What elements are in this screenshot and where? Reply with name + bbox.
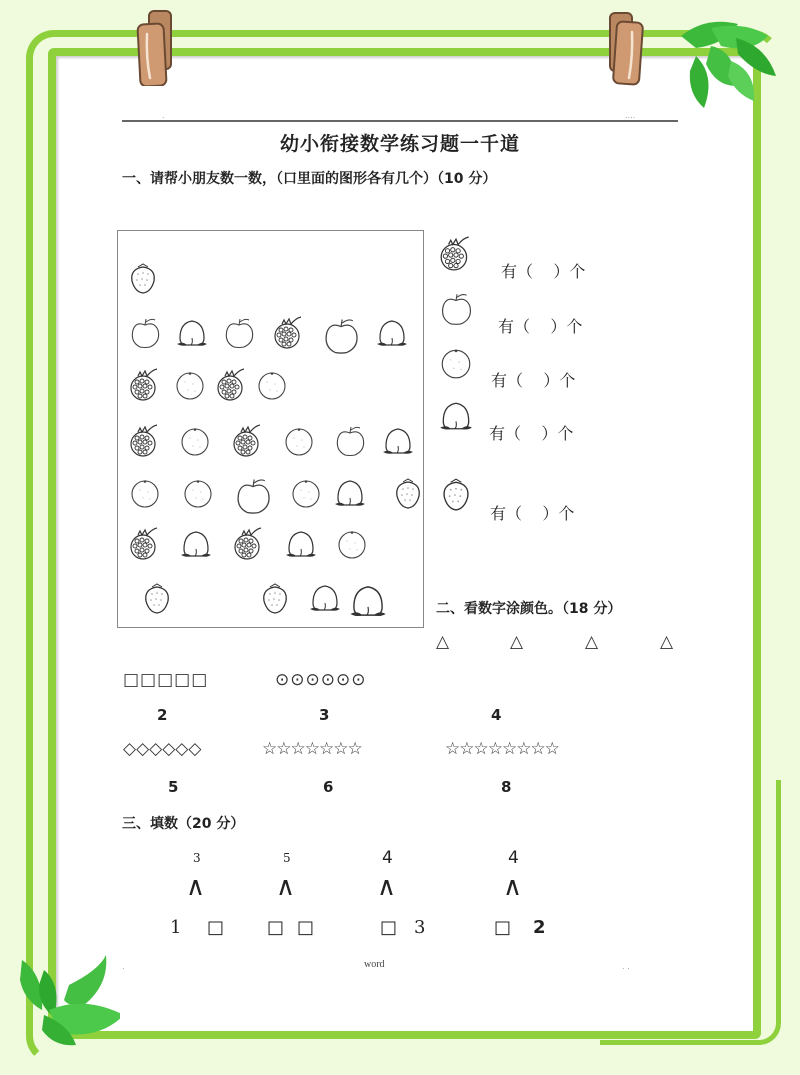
stars-row-b: ☆☆☆☆☆☆☆☆ — [445, 739, 559, 759]
header-rule — [122, 120, 678, 122]
tree-right-blank[interactable]: □ — [297, 917, 315, 938]
split-caret: ∧ — [186, 872, 206, 902]
peach-icon — [348, 581, 388, 625]
tree-left-blank[interactable]: □ — [494, 917, 512, 938]
raspberry-icon — [438, 236, 474, 276]
orange-icon — [255, 368, 289, 406]
tree-left-value: 1 — [170, 917, 182, 938]
strawberry-icon — [391, 476, 425, 514]
orange-icon — [289, 476, 323, 514]
orange-icon — [438, 345, 474, 385]
tree-right-value: 3 — [414, 917, 426, 938]
footer-dots-right: . . — [622, 962, 630, 971]
tree-left-blank[interactable]: □ — [380, 917, 398, 938]
apple-icon — [222, 316, 256, 354]
tree-top-number: 4 — [508, 848, 519, 868]
tree-right-blank[interactable]: □ — [207, 917, 225, 938]
raspberry-icon — [232, 527, 266, 565]
diamonds-row: ◇◇◇◇◇◇ — [123, 739, 202, 759]
orange-icon — [178, 424, 212, 462]
orange-icon — [128, 476, 162, 514]
apple-icon — [333, 424, 367, 462]
tree-left-blank[interactable]: □ — [267, 917, 285, 938]
count-label: 有（ ）个 — [490, 504, 575, 523]
peach-icon — [375, 316, 409, 354]
count-label: 有（ ）个 — [498, 317, 583, 336]
peach-icon — [308, 581, 342, 619]
color-count-number: 4 — [491, 706, 502, 724]
tree-top-number: 3 — [193, 851, 201, 865]
raspberry-icon — [272, 316, 306, 354]
raspberry-icon — [128, 527, 162, 565]
apple-icon — [438, 291, 474, 331]
split-caret: ∧ — [276, 872, 296, 902]
apple-icon — [233, 476, 273, 520]
triangle-shape: △ — [660, 632, 674, 652]
orange-icon — [335, 527, 369, 565]
peach-icon — [284, 527, 318, 565]
count-label: 有（ ）个 — [489, 424, 574, 443]
apple-icon — [128, 316, 162, 354]
apple-icon — [321, 316, 361, 360]
dotted-circles-row: ⊙⊙⊙⊙⊙⊙ — [275, 670, 367, 690]
section1-heading: 一、请帮小朋友数一数，（口里面的图形各有几个）（10 分） — [122, 171, 497, 187]
orange-icon — [282, 424, 316, 462]
peach-icon — [333, 476, 367, 514]
footer-dot-left: . — [122, 962, 125, 971]
page-title: 幼小衔接数学练习题一千道 — [279, 133, 520, 155]
fruit-picture-box — [117, 230, 424, 628]
tree-right-value: 2 — [533, 917, 546, 938]
count-label: 有（ ）个 — [501, 262, 586, 281]
peach-icon — [179, 527, 213, 565]
color-count-number: 2 — [157, 706, 168, 724]
header-dots-right: .... — [625, 111, 636, 120]
raspberry-icon — [231, 424, 265, 462]
peach-icon — [438, 398, 474, 438]
strawberry-icon — [438, 476, 474, 516]
count-label: 有（ ）个 — [491, 371, 576, 390]
split-caret: ∧ — [503, 872, 523, 902]
color-count-number: 5 — [168, 778, 179, 796]
squares-row: □□□□□ — [123, 670, 209, 690]
orange-icon — [173, 368, 207, 406]
triangle-shape: △ — [436, 632, 450, 652]
triangle-shape: △ — [510, 632, 524, 652]
color-count-number: 6 — [323, 778, 334, 796]
triangle-shape: △ — [585, 632, 599, 652]
strawberry-icon — [140, 581, 174, 619]
tree-top-number: 4 — [382, 848, 393, 868]
split-caret: ∧ — [377, 872, 397, 902]
raspberry-icon — [128, 424, 162, 462]
tree-top-number: 5 — [283, 851, 291, 865]
raspberry-icon — [128, 368, 162, 406]
stars-row-a: ☆☆☆☆☆☆☆ — [262, 739, 362, 759]
peach-icon — [175, 316, 209, 354]
orange-icon — [181, 476, 215, 514]
strawberry-icon — [258, 581, 292, 619]
section3-heading: 三、填数（20 分） — [122, 816, 245, 832]
peach-icon — [381, 424, 415, 462]
raspberry-icon — [215, 368, 249, 406]
footer-word: word — [364, 959, 385, 970]
strawberry-icon — [126, 261, 160, 299]
color-count-number: 3 — [319, 706, 330, 724]
section2-heading: 二、看数字涂颜色。（18 分） — [436, 601, 622, 617]
color-count-number: 8 — [501, 778, 512, 796]
header-dot-left: . — [162, 111, 165, 120]
